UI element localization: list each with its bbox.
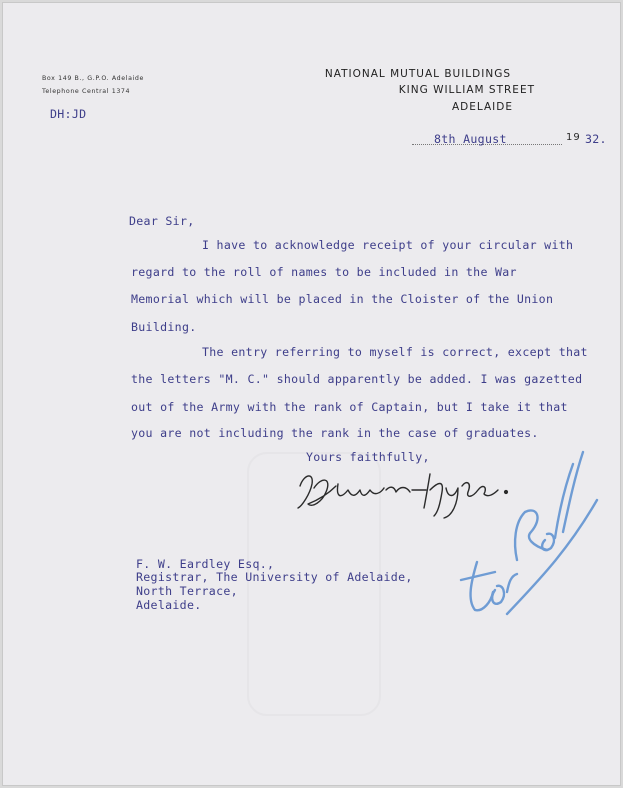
recipient-line: F. W. Eardley Esq., bbox=[136, 557, 275, 571]
date-day-month: 8th August bbox=[434, 132, 507, 146]
recipient-line: Registrar, The University of Adelaide, bbox=[136, 570, 413, 584]
letterhead-street: KING WILLIAM STREET bbox=[398, 84, 535, 96]
body-line: out of the Army with the rank of Captain, but I take it that bbox=[131, 400, 568, 414]
salutation: Dear Sir, bbox=[129, 214, 195, 228]
body-line: you are not including the rank in the case of graduates. bbox=[131, 426, 539, 440]
letter-page bbox=[2, 2, 621, 786]
closing: Yours faithfully, bbox=[306, 450, 430, 464]
body-line: Building. bbox=[131, 320, 197, 334]
recipient-line: Adelaide. bbox=[136, 598, 202, 612]
postal-box-line: Box 149 B., G.P.O. Adelaide bbox=[42, 75, 144, 82]
letterhead-city: ADELAIDE bbox=[452, 101, 513, 113]
telephone-line: Telephone Central 1374 bbox=[42, 88, 131, 95]
body-line: I have to acknowledge receipt of your circular with bbox=[202, 238, 574, 252]
letterhead-building: NATIONAL MUTUAL BUILDINGS bbox=[324, 68, 511, 80]
pencil-annotation bbox=[447, 442, 607, 622]
body-line: Memorial which will be placed in the Cloister of the Union bbox=[131, 292, 554, 306]
date-year-prefix: 19 bbox=[566, 132, 581, 143]
body-line: the letters "M. C." should apparently be added. I was gazetted bbox=[131, 372, 583, 386]
body-line: The entry referring to myself is correct, except that bbox=[202, 345, 588, 359]
date-year-suffix: 32. bbox=[585, 132, 607, 146]
body-line: regard to the roll of names to be included in the War bbox=[131, 265, 517, 279]
reference-initials: DH:JD bbox=[50, 107, 87, 121]
recipient-line: North Terrace, bbox=[136, 584, 238, 598]
